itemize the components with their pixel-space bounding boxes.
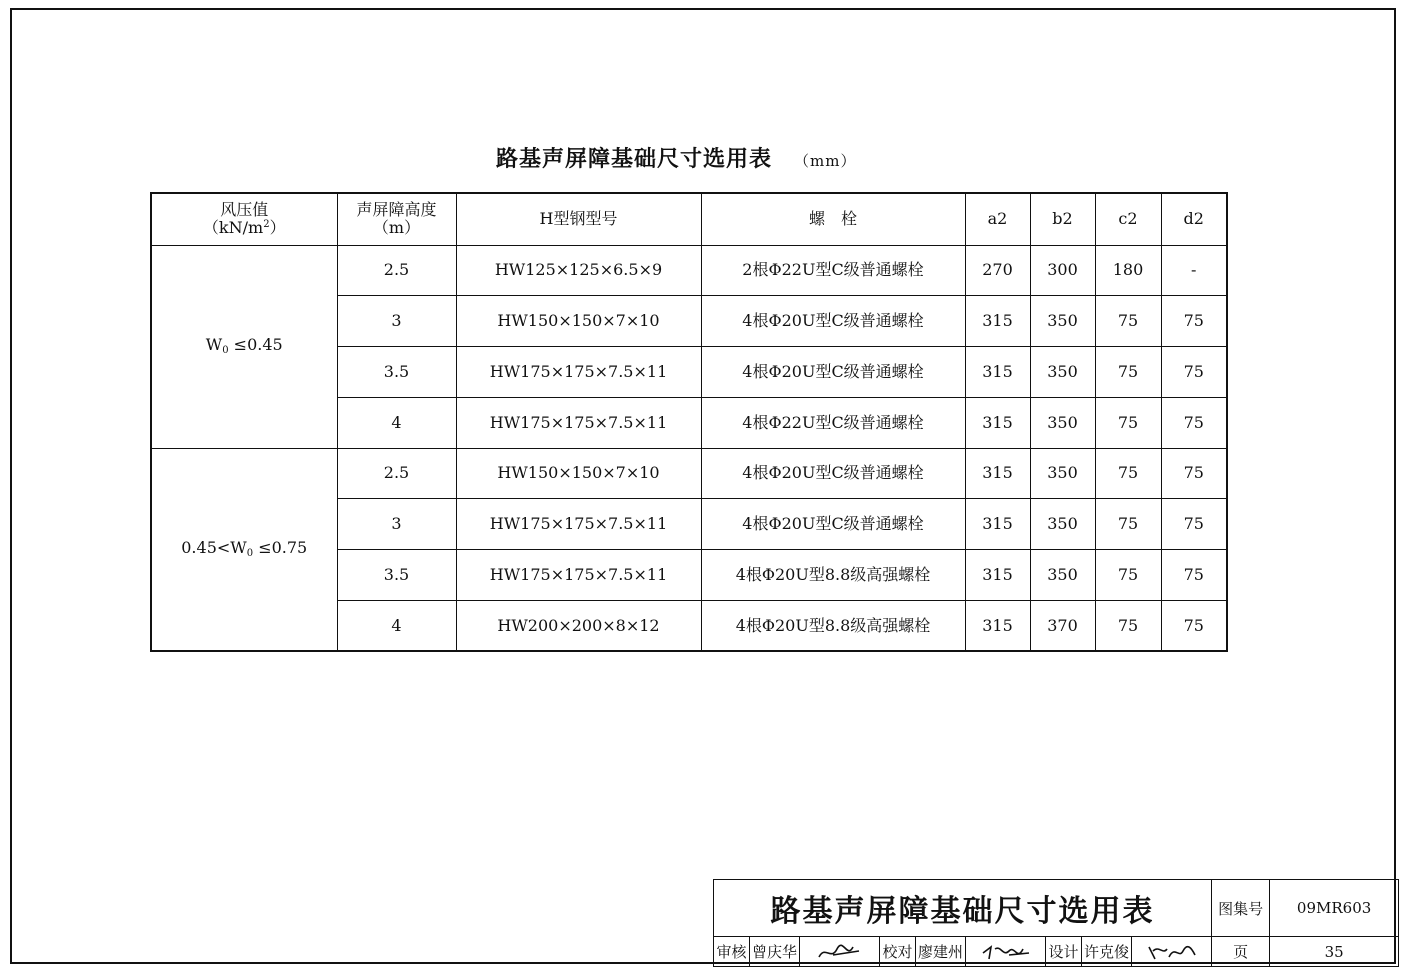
cell-d2: 75 [1161, 347, 1227, 398]
cell-d2: 75 [1161, 550, 1227, 601]
atlas-label: 图集号 [1212, 880, 1270, 937]
cell-b2: 300 [1030, 245, 1095, 296]
cell-a2: 315 [965, 550, 1030, 601]
cell-a2: 315 [965, 448, 1030, 499]
cell-bolt: 4根Φ20U型C级普通螺栓 [701, 448, 965, 499]
designer-signature [1132, 937, 1212, 967]
cell-c2: 75 [1095, 601, 1161, 652]
wind-pressure-cell [151, 448, 337, 651]
header-a2: a2 [965, 193, 1030, 245]
design-label: 设计 [1046, 937, 1082, 967]
wind-post: ≤0.45 [228, 335, 283, 355]
cell-steel: HW175×175×7.5×11 [456, 499, 701, 550]
title-block-title: 路基声屏障基础尺寸选用表 [714, 880, 1212, 937]
atlas-number: 09MR603 [1270, 880, 1399, 937]
cell-c2: 75 [1095, 499, 1161, 550]
cell-steel: HW150×150×7×10 [456, 296, 701, 347]
cell-d2: - [1161, 245, 1227, 296]
cell-c2: 75 [1095, 296, 1161, 347]
cell-bolt: 4根Φ20U型C级普通螺栓 [701, 296, 965, 347]
title-unit: （mm） [794, 152, 857, 170]
header-row [151, 193, 1227, 245]
cell-h: 4 [337, 601, 456, 652]
header-bolt: 螺 栓 [701, 193, 965, 245]
cell-a2: 315 [965, 397, 1030, 448]
title-text: 路基声屏障基础尺寸选用表 [496, 147, 773, 172]
page-number: 35 [1270, 937, 1399, 967]
check-label: 校对 [880, 937, 916, 967]
header-b2: b2 [1030, 193, 1095, 245]
foundation-size-table [150, 192, 1228, 652]
cell-steel: HW125×125×6.5×9 [456, 245, 701, 296]
cell-a2: 315 [965, 347, 1030, 398]
cell-steel: HW175×175×7.5×11 [456, 397, 701, 448]
cell-h: 2.5 [337, 448, 456, 499]
cell-b2: 350 [1030, 397, 1095, 448]
header-height [337, 193, 456, 245]
cell-a2: 315 [965, 296, 1030, 347]
cell-bolt: 2根Φ22U型C级普通螺栓 [701, 245, 965, 296]
table-row [151, 245, 1227, 296]
cell-a2: 315 [965, 499, 1030, 550]
cell-steel: HW200×200×8×12 [456, 601, 701, 652]
cell-b2: 370 [1030, 601, 1095, 652]
wind-unit-sup: 2 [263, 219, 270, 231]
reviewer-signature [800, 937, 880, 967]
header-d2: d2 [1161, 193, 1227, 245]
cell-d2: 75 [1161, 499, 1227, 550]
header-wind-label: 风压值 [220, 199, 269, 219]
cell-a2: 315 [965, 601, 1030, 652]
wind-pre: W [205, 335, 223, 355]
cell-a2: 270 [965, 245, 1030, 296]
header-c2: c2 [1095, 193, 1161, 245]
header-height-label: 声屏障高度 [356, 199, 437, 219]
checker-signature [966, 937, 1046, 967]
cell-h: 3 [337, 296, 456, 347]
cell-d2: 75 [1161, 601, 1227, 652]
cell-bolt: 4根Φ20U型8.8级高强螺栓 [701, 601, 965, 652]
cell-steel: HW175×175×7.5×11 [456, 550, 701, 601]
cell-bolt: 4根Φ20U型8.8级高强螺栓 [701, 550, 965, 601]
cell-h: 3.5 [337, 347, 456, 398]
wind-sub: 0 [222, 345, 229, 357]
table-row [151, 448, 1227, 499]
cell-b2: 350 [1030, 499, 1095, 550]
cell-b2: 350 [1030, 296, 1095, 347]
header-steel: H型钢型号 [456, 193, 701, 245]
cell-h: 3.5 [337, 550, 456, 601]
reviewer-name: 曾庆华 [750, 937, 800, 967]
wind-sub: 0 [246, 548, 254, 560]
cell-c2: 75 [1095, 448, 1161, 499]
cell-c2: 75 [1095, 397, 1161, 448]
review-label: 审核 [714, 937, 750, 967]
checker-name: 廖建州 [916, 937, 966, 967]
title-block [713, 879, 1399, 967]
cell-b2: 350 [1030, 448, 1095, 499]
wind-pressure-cell [151, 245, 337, 448]
cell-h: 4 [337, 397, 456, 448]
cell-d2: 75 [1161, 296, 1227, 347]
cell-b2: 350 [1030, 550, 1095, 601]
header-wind-unit [152, 219, 337, 237]
wind-unit-post: ） [269, 218, 286, 238]
cell-h: 3 [337, 499, 456, 550]
cell-c2: 75 [1095, 347, 1161, 398]
page-title [496, 142, 856, 173]
cell-steel: HW150×150×7×10 [456, 448, 701, 499]
header-height-unit: （m） [372, 218, 421, 238]
cell-d2: 75 [1161, 448, 1227, 499]
cell-h: 2.5 [337, 245, 456, 296]
cell-b2: 350 [1030, 347, 1095, 398]
wind-pre: 0.45<W [181, 538, 247, 558]
designer-name: 许克俊 [1082, 937, 1132, 967]
header-wind [151, 193, 337, 245]
cell-c2: 180 [1095, 245, 1161, 296]
page-label: 页 [1212, 937, 1270, 967]
wind-unit-pre: （kN/m [202, 218, 264, 238]
cell-bolt: 4根Φ22U型C级普通螺栓 [701, 397, 965, 448]
cell-bolt: 4根Φ20U型C级普通螺栓 [701, 347, 965, 398]
cell-c2: 75 [1095, 550, 1161, 601]
cell-d2: 75 [1161, 397, 1227, 448]
wind-post: ≤0.75 [253, 538, 308, 558]
cell-steel: HW175×175×7.5×11 [456, 347, 701, 398]
cell-bolt: 4根Φ20U型C级普通螺栓 [701, 499, 965, 550]
